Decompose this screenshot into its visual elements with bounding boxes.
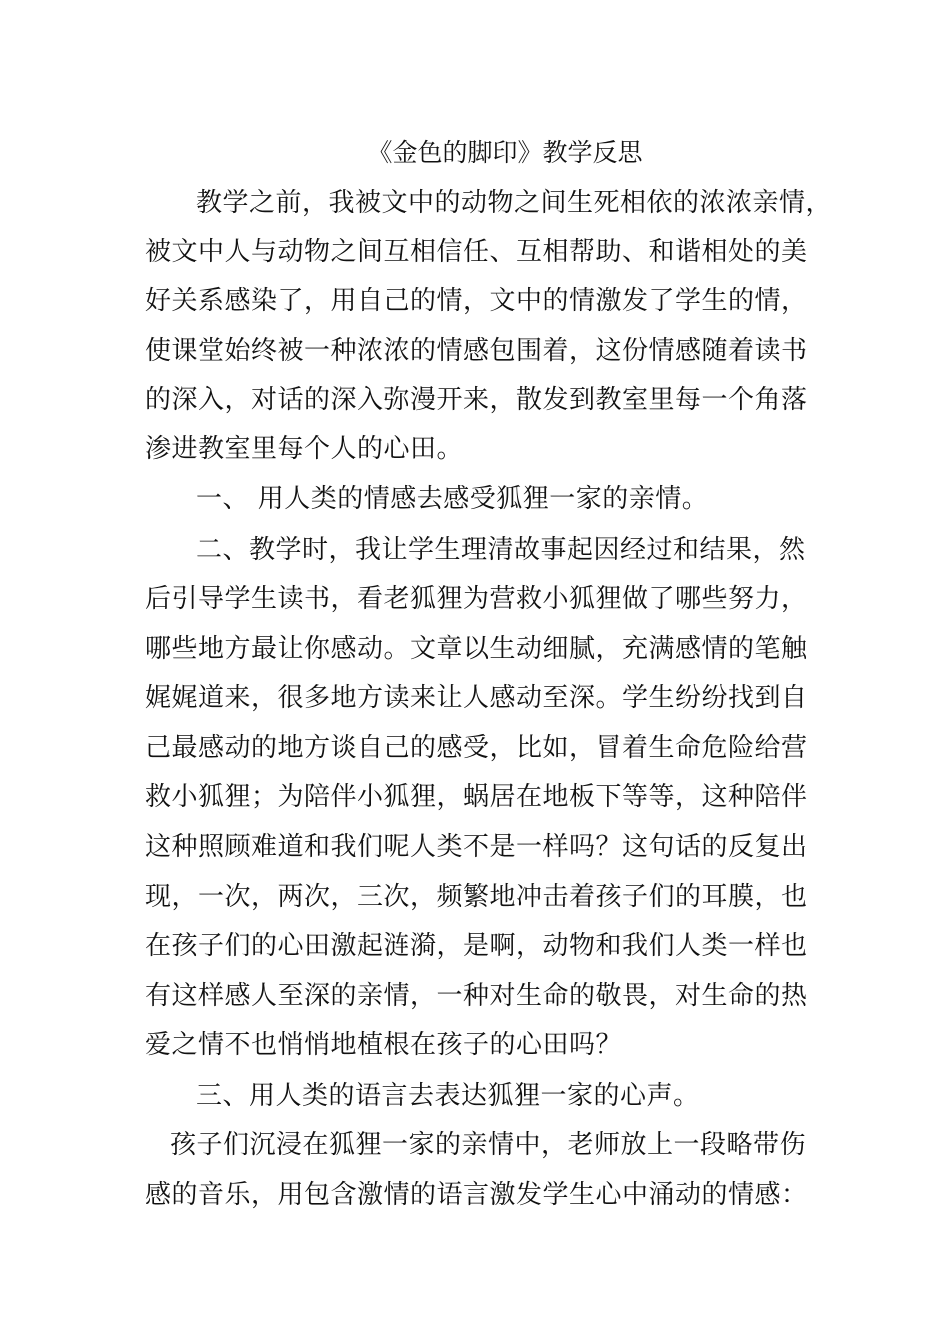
paragraph-line: 这种照顾难道和我们呢人类不是一样吗？这句话的反复出	[145, 832, 808, 862]
paragraph-line: 的深入，对话的深入弥漫开来，散发到教室里每一个角落	[145, 385, 808, 415]
paragraph-line: 有这样感人至深的亲情，一种对生命的敬畏，对生命的热	[145, 981, 808, 1011]
paragraph-line: 孩子们沉浸在狐狸一家的亲情中，老师放上一段略带伤	[170, 1130, 807, 1160]
paragraph-line: 教学之前，我被文中的动物之间生死相依的浓浓亲情，	[196, 188, 833, 218]
section-heading-1: 一、 用人类的情感去感受狐狸一家的亲情。	[196, 484, 709, 514]
paragraph-line: 被文中人与动物之间互相信任、互相帮助、和谐相处的美	[145, 237, 808, 267]
paragraph-line: 爱之情不也悄悄地植根在孩子的心田吗？	[145, 1030, 623, 1060]
paragraph-line: 好关系感染了，用自己的情，文中的情激发了学生的情，	[145, 286, 808, 316]
paragraph-line: 后引导学生读书，看老狐狸为营救小狐狸做了哪些努力，	[145, 584, 808, 614]
paragraph-line: 渗进教室里每个人的心田。	[145, 434, 464, 464]
document-title: 《金色的脚印》教学反思	[367, 138, 643, 167]
paragraph-line: 救小狐狸；为陪伴小狐狸，蜗居在地板下等等，这种陪伴	[145, 782, 808, 812]
paragraph-line: 感的音乐，用包含激情的语言激发学生心中涌动的情感：	[145, 1180, 808, 1210]
section-heading-3: 三、用人类的语言去表达狐狸一家的心声。	[196, 1081, 700, 1111]
paragraph-line: 在孩子们的心田激起涟漪，是啊，动物和我们人类一样也	[145, 931, 808, 961]
paragraph-line: 哪些地方最让你感动。文章以生动细腻，充满感情的笔触	[145, 634, 808, 664]
paragraph-line: 二、教学时，我让学生理清故事起因经过和结果，然	[196, 535, 806, 565]
paragraph-line: 使课堂始终被一种浓浓的情感包围着，这份情感随着读书	[145, 336, 808, 366]
paragraph-line: 己最感动的地方谈自己的感受，比如，冒着生命危险给营	[145, 733, 808, 763]
paragraph-line: 娓娓道来，很多地方读来让人感动至深。学生纷纷找到自	[145, 683, 808, 713]
paragraph-line: 现，一次，两次，三次，频繁地冲击着孩子们的耳膜，也	[145, 882, 808, 912]
